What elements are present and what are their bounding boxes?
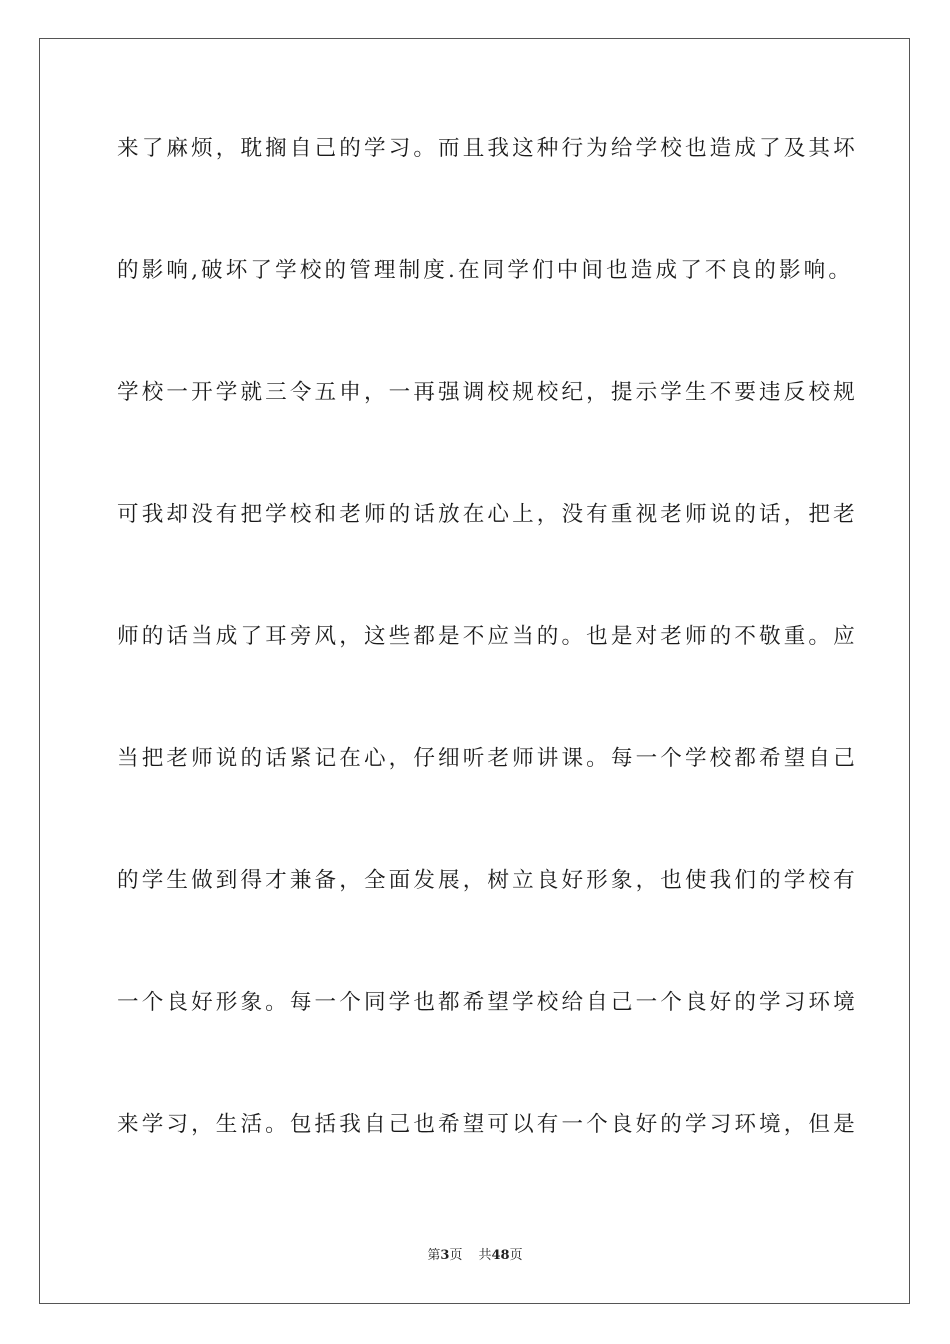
total-pages-number: 48	[491, 1248, 510, 1263]
page-label-prefix: 第	[427, 1248, 441, 1263]
text-line: 来学习，生活。包括我自己也希望可以有一个良好的学习环境，但是	[117, 1112, 858, 1137]
text-line: 可我却没有把学校和老师的话放在心上，没有重视老师说的话，把老	[117, 502, 858, 527]
text-line: 一个良好形象。每一个同学也都希望学校给自己一个良好的学习环境	[117, 990, 858, 1015]
text-line: 的影响,破坏了学校的管理制度.在同学们中间也造成了不良的影响。	[117, 258, 854, 283]
text-line: 来了麻烦，耽搁自己的学习。而且我这种行为给学校也造成了及其坏	[117, 136, 858, 161]
text-line: 的学生做到得才兼备，全面发展，树立良好形象，也使我们的学校有	[117, 868, 858, 893]
document-body	[117, 127, 858, 1225]
text-line: 当把老师说的话紧记在心，仔细听老师讲课。每一个学校都希望自己	[117, 746, 858, 771]
page-label-suffix: 页	[449, 1248, 463, 1263]
total-label-suffix: 页	[509, 1248, 523, 1263]
page-footer	[0, 1246, 950, 1266]
text-line: 师的话当成了耳旁风，这些都是不应当的。也是对老师的不敬重。应	[117, 624, 858, 649]
text-line: 学校一开学就三令五申，一再强调校规校纪，提示学生不要违反校规	[117, 380, 858, 405]
current-page-number: 3	[440, 1248, 450, 1263]
total-label-prefix: 共	[478, 1248, 492, 1263]
